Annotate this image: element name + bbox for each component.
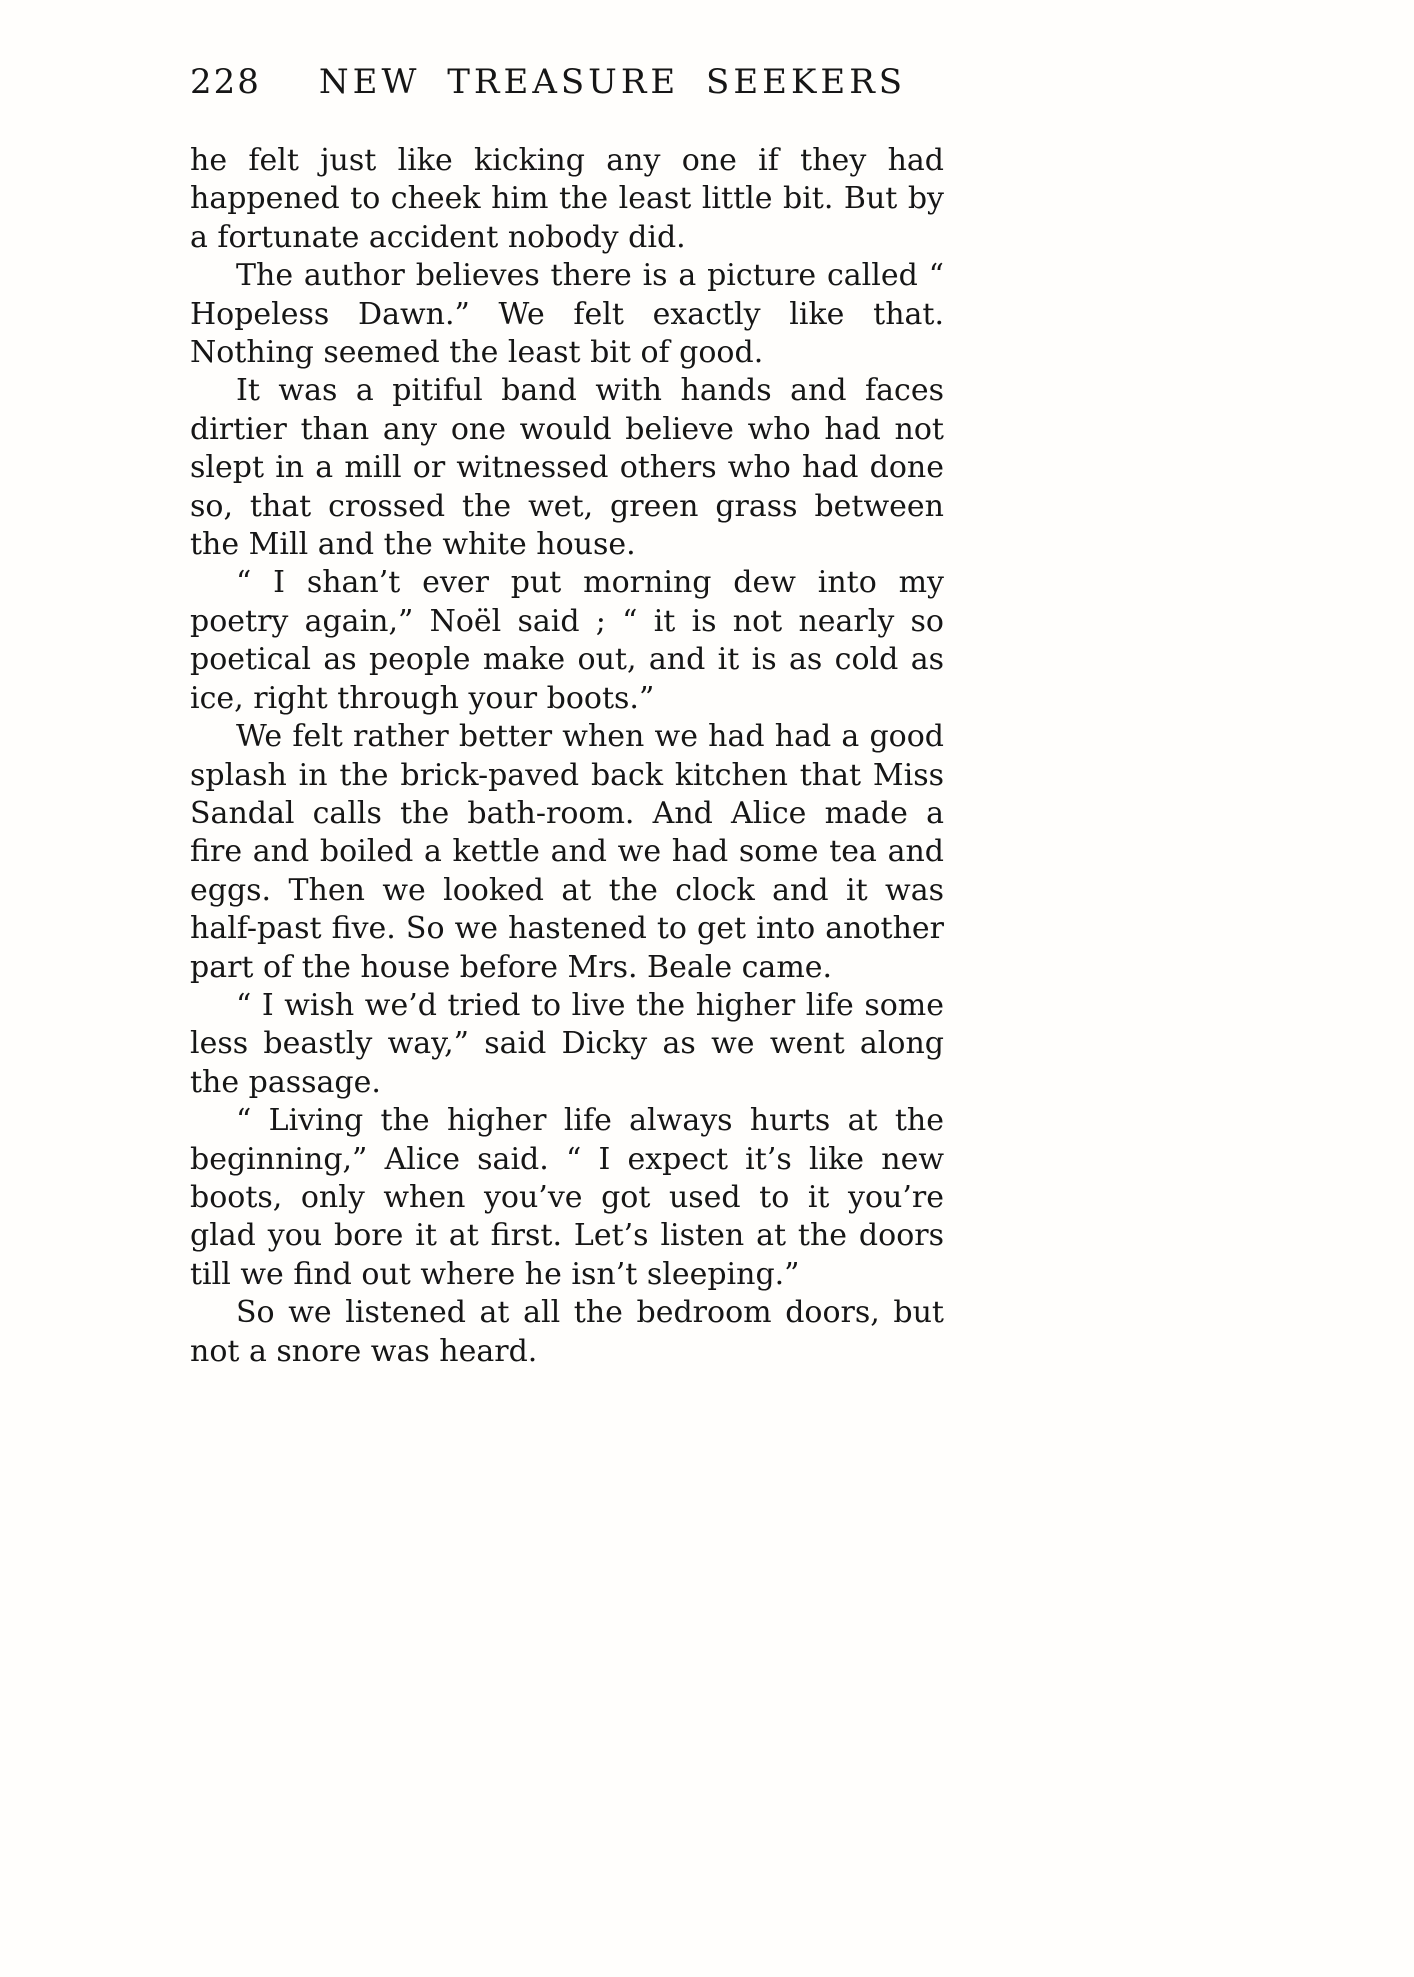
running-title: NEW TREASURE SEEKERS (318, 62, 907, 102)
text-block (190, 142, 944, 1371)
paragraph: he felt just like kicking any one if they had happened to cheek him the least little bit. But by a fortunate accident nobody did. (190, 143, 944, 255)
paragraph: We felt rather better when we had had a good splash in the brick-paved back kitchen that Miss Sandal calls the bath-room. And Alice made a fire and boiled a kettle and we had some tea and eggs. Then we looked at the clock and it was half-past five. So we hastened to get into another part of the house before Mrs. Beale came. (190, 719, 944, 985)
paragraph: “ I shan’t ever put morning dew into my poetry again,” Noël said ; “ it is not nearly so poetical as people make out, and it is as cold as ice, right through your boots.” (190, 565, 944, 716)
paragraph: “ Living the higher life always hurts at the beginning,” Alice said. “ I expect it’s like new boots, only when you’ve got used to it you’re glad you bore it at first. Let’s listen at the doors till we find out where he isn’t sleeping.” (190, 1103, 944, 1292)
paragraph: So we listened at all the bedroom doors, but not a snore was heard. (190, 1295, 944, 1369)
page-header (190, 64, 944, 101)
paragraph: It was a pitiful band with hands and faces dirtier than any one would believe who had not slept in a mill or witnessed others who had done so, that crossed the wet, green grass between the Mill and the white house. (190, 373, 944, 563)
paragraph: “ I wish we’d tried to live the higher life some less beastly way,” said Dicky as we went along the passage. (190, 987, 944, 1100)
page-number: 228 (190, 62, 261, 102)
paragraph: The author believes there is a picture called “ Hopeless Dawn.” We felt exactly like that. Nothing seemed the least bit of good. (190, 258, 944, 371)
